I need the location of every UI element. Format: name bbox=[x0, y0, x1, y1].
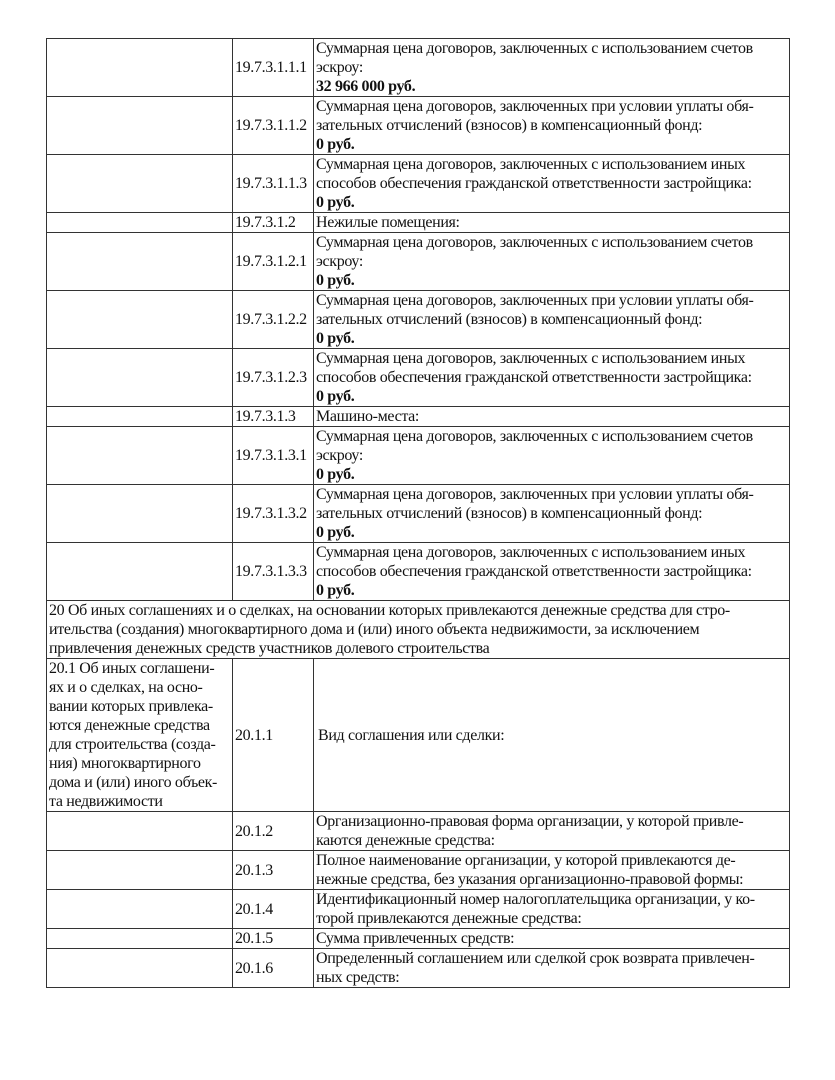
label-line: вании которых привлека- bbox=[49, 698, 213, 715]
item-number: 20.1.5 bbox=[233, 929, 314, 949]
label-line: ются денежные средства bbox=[49, 717, 210, 734]
item-number: 19.7.3.1.1.2 bbox=[233, 97, 314, 155]
description-line: способов обеспечения гражданской ответственности застройщика: bbox=[316, 175, 752, 192]
item-number: 19.7.3.1.2.1 bbox=[233, 233, 314, 291]
subsection-20-1-label bbox=[47, 659, 233, 812]
item-description bbox=[314, 659, 790, 812]
empty-cell bbox=[47, 39, 233, 97]
table-row bbox=[47, 407, 790, 427]
item-number: 19.7.3.1.3.3 bbox=[233, 543, 314, 601]
item-value: 0 руб. bbox=[316, 330, 355, 347]
item-value: 0 руб. bbox=[316, 388, 355, 405]
item-description bbox=[314, 890, 790, 929]
description-line: нежные средства, без указания организационно-правовой формы: bbox=[316, 871, 744, 888]
section-title-line: ительства (создания) многоквартирного дома и (или) иного объекта недвижимости, за исключением bbox=[49, 621, 700, 638]
empty-cell bbox=[47, 155, 233, 213]
item-number: 19.7.3.1.3.1 bbox=[233, 427, 314, 485]
description-line: Суммарная цена договоров, заключенных с использованием счетов bbox=[316, 40, 753, 57]
empty-cell bbox=[47, 291, 233, 349]
description-line: способов обеспечения гражданской ответственности застройщика: bbox=[316, 369, 752, 386]
item-description bbox=[314, 233, 790, 291]
table-row bbox=[47, 291, 790, 349]
label-line: для строительства (созда- bbox=[49, 736, 216, 753]
description-line: эскроу: bbox=[316, 253, 363, 270]
item-number: 20.1.1 bbox=[233, 659, 314, 812]
section-title-line: 20 Об иных соглашениях и о сделках, на основании которых привлекаются денежные средства для стро- bbox=[49, 602, 730, 619]
description-line: Организационно-правовая форма организации, у которой привле- bbox=[316, 813, 744, 830]
description-line: ных средств: bbox=[316, 969, 400, 986]
item-description bbox=[314, 349, 790, 407]
table-row bbox=[47, 39, 790, 97]
table-row bbox=[47, 155, 790, 213]
item-number: 19.7.3.1.3 bbox=[233, 407, 314, 427]
description-line: эскроу: bbox=[316, 59, 363, 76]
empty-cell bbox=[47, 349, 233, 407]
item-number: 19.7.3.1.1.3 bbox=[233, 155, 314, 213]
item-value: 0 руб. bbox=[316, 582, 355, 599]
table-row bbox=[47, 543, 790, 601]
item-description bbox=[314, 97, 790, 155]
group-heading: Нежилые помещения: bbox=[314, 213, 790, 233]
item-value: 0 руб. bbox=[316, 136, 355, 153]
empty-cell bbox=[47, 97, 233, 155]
item-description bbox=[314, 427, 790, 485]
table-row bbox=[47, 213, 790, 233]
empty-cell bbox=[47, 851, 233, 890]
empty-cell bbox=[47, 485, 233, 543]
description-line: каются денежные средства: bbox=[316, 832, 495, 849]
empty-cell bbox=[47, 233, 233, 291]
description-line: Суммарная цена договоров, заключенных с использованием счетов bbox=[316, 234, 753, 251]
table-row bbox=[47, 929, 790, 949]
item-number: 19.7.3.1.2.3 bbox=[233, 349, 314, 407]
table-row bbox=[47, 949, 790, 988]
label-line: ния) многоквартирного bbox=[49, 755, 201, 772]
description-line: способов обеспечения гражданской ответственности застройщика: bbox=[316, 563, 752, 580]
item-value: 32 966 000 руб. bbox=[316, 78, 416, 95]
item-number: 20.1.3 bbox=[233, 851, 314, 890]
table-row bbox=[47, 485, 790, 543]
table-row bbox=[47, 233, 790, 291]
group-heading: Машино-места: bbox=[314, 407, 790, 427]
description-line: Суммарная цена договоров, заключенных с использованием иных bbox=[316, 350, 746, 367]
table-row bbox=[47, 890, 790, 929]
description-line: Суммарная цена договоров, заключенных с использованием иных bbox=[316, 156, 746, 173]
table-row bbox=[47, 659, 790, 812]
item-description bbox=[314, 543, 790, 601]
item-number: 19.7.3.1.2 bbox=[233, 213, 314, 233]
description-line: Сумма привлеченных средств: bbox=[316, 930, 515, 947]
empty-cell bbox=[47, 543, 233, 601]
empty-cell bbox=[47, 427, 233, 485]
description-line: Суммарная цена договоров, заключенных при условии уплаты обя- bbox=[316, 486, 754, 503]
item-description bbox=[314, 155, 790, 213]
item-value: 0 руб. bbox=[316, 194, 355, 211]
table-row bbox=[47, 349, 790, 407]
empty-cell bbox=[47, 890, 233, 929]
item-value: 0 руб. bbox=[316, 272, 355, 289]
section-heading-row bbox=[47, 601, 790, 659]
description-line: Суммарная цена договоров, заключенных с использованием иных bbox=[316, 544, 746, 561]
description-line: торой привлекаются денежные средства: bbox=[316, 910, 582, 927]
item-number: 19.7.3.1.1.1 bbox=[233, 39, 314, 97]
label-line: ях и о сделках, на осно- bbox=[49, 679, 203, 696]
empty-cell bbox=[47, 929, 233, 949]
empty-cell bbox=[47, 949, 233, 988]
item-number: 20.1.6 bbox=[233, 949, 314, 988]
item-number: 20.1.2 bbox=[233, 812, 314, 851]
label-line: та недвижимости bbox=[49, 793, 163, 810]
item-value: 0 руб. bbox=[316, 524, 355, 541]
description-line: зательных отчислений (взносов) в компенсационный фонд: bbox=[316, 311, 703, 328]
empty-cell bbox=[47, 812, 233, 851]
empty-cell bbox=[47, 213, 233, 233]
item-description bbox=[314, 929, 790, 949]
item-description bbox=[314, 291, 790, 349]
description-line: Суммарная цена договоров, заключенных при условии уплаты обя- bbox=[316, 292, 754, 309]
description-line: Суммарная цена договоров, заключенных с использованием счетов bbox=[316, 428, 753, 445]
table-row bbox=[47, 427, 790, 485]
description-line: Вид соглашения или сделки: bbox=[318, 726, 505, 744]
table-row bbox=[47, 97, 790, 155]
table-row bbox=[47, 851, 790, 890]
description-line: Идентификационный номер налогоплательщика организации, у ко- bbox=[316, 891, 755, 908]
section-title-line: привлечения денежных средств участников долевого строительства bbox=[49, 640, 490, 657]
item-value: 0 руб. bbox=[316, 466, 355, 483]
label-line: дома и (или) иного объек- bbox=[49, 774, 218, 791]
label-line: 20.1 Об иных соглашени- bbox=[49, 660, 215, 677]
table-row bbox=[47, 812, 790, 851]
description-line: Суммарная цена договоров, заключенных при условии уплаты обя- bbox=[316, 98, 754, 115]
disclosure-table bbox=[46, 38, 790, 988]
item-description bbox=[314, 485, 790, 543]
empty-cell bbox=[47, 407, 233, 427]
description-line: эскроу: bbox=[316, 447, 363, 464]
item-description bbox=[314, 812, 790, 851]
item-description bbox=[314, 851, 790, 890]
description-line: зательных отчислений (взносов) в компенсационный фонд: bbox=[316, 117, 703, 134]
item-number: 20.1.4 bbox=[233, 890, 314, 929]
item-number: 19.7.3.1.3.2 bbox=[233, 485, 314, 543]
description-line: Определенный соглашением или сделкой срок возврата привлечен- bbox=[316, 950, 755, 967]
description-line: зательных отчислений (взносов) в компенсационный фонд: bbox=[316, 505, 703, 522]
item-description bbox=[314, 949, 790, 988]
item-number: 19.7.3.1.2.2 bbox=[233, 291, 314, 349]
description-line: Полное наименование организации, у которой привлекаются де- bbox=[316, 852, 736, 869]
item-description bbox=[314, 39, 790, 97]
section-20-title bbox=[47, 601, 790, 659]
